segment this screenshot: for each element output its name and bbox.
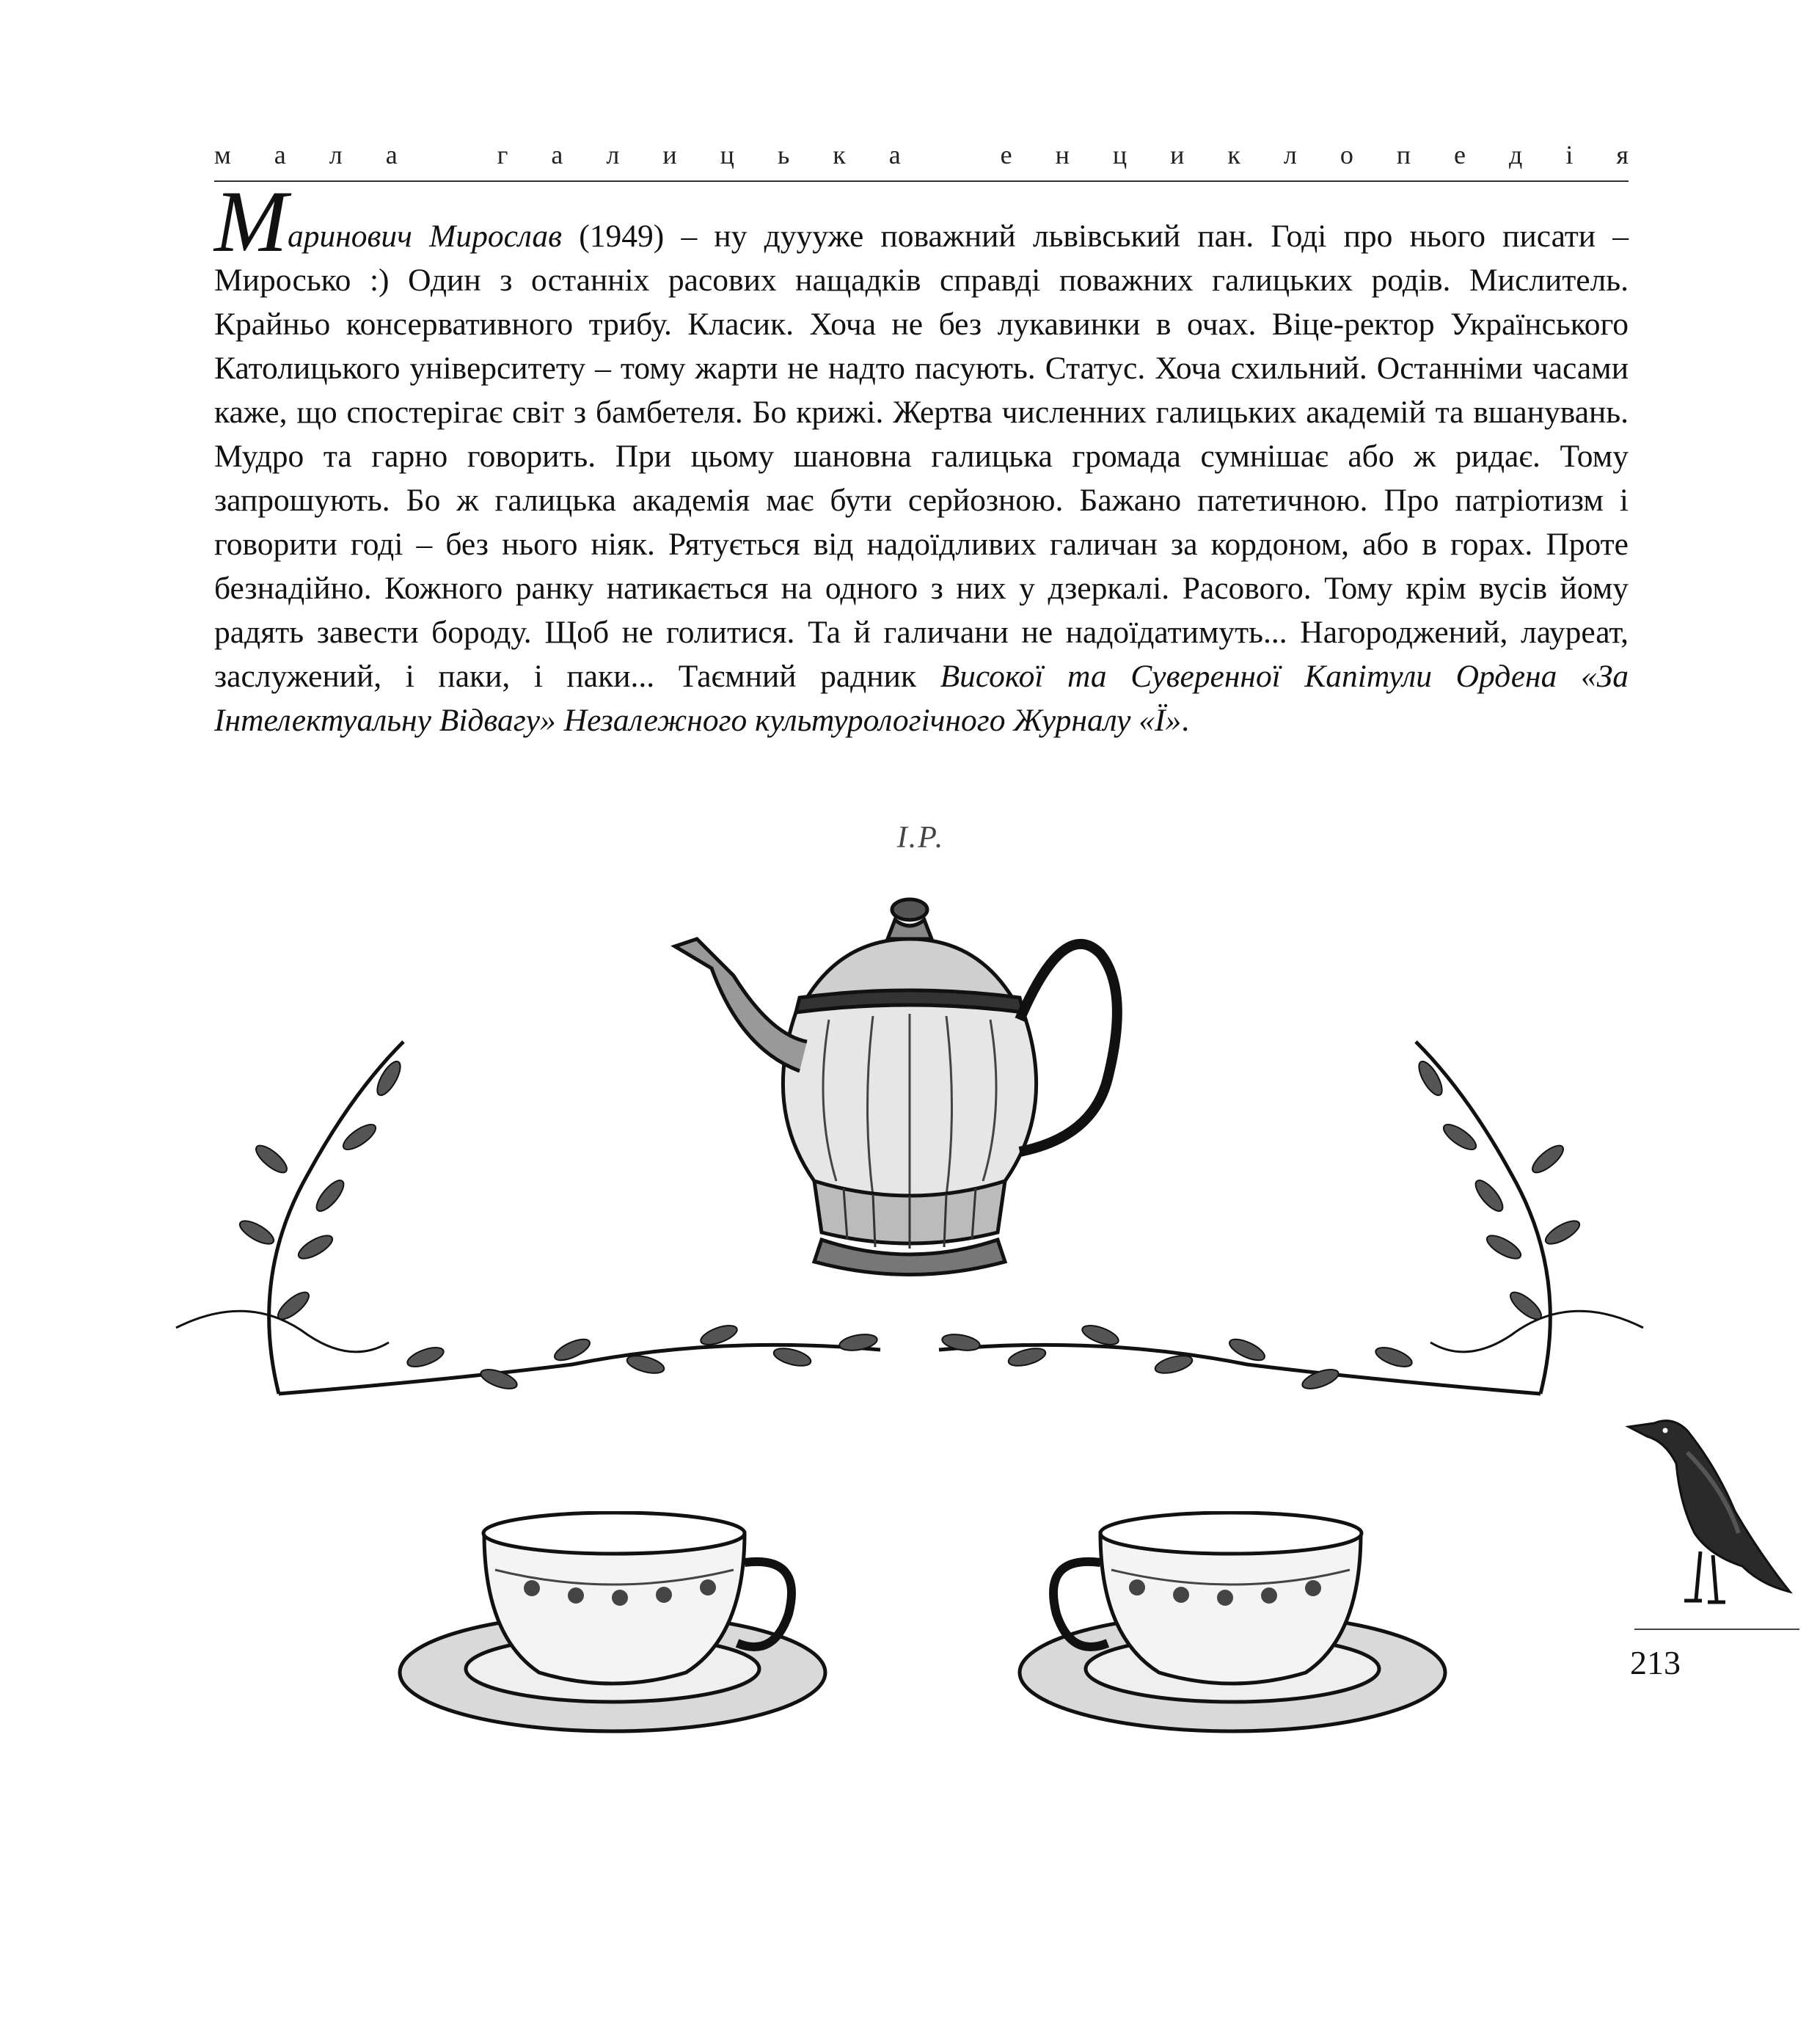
running-header-letter: а — [385, 140, 398, 169]
page-number-rule — [1634, 1629, 1799, 1630]
running-header-letter: я — [1616, 140, 1629, 169]
entry-body: (1949) – ну дуууже поважний львівський пан. Годі про нього писати – Миросько :) Один з останніх расових нащадків справді поважних галицьких родів. Мислитель. Крайньо консервативного трибу. Класик. Хоча не без лукавинки в очах. Віце-ректор Українського Католицького університету – тому жарти не надто пасують. Статус. Хоча схильний. Останніми часами каже, що спостерігає світ з бамбетеля. Бо крижі. Жертва численних галицьких академій та вшанувань. Мудро та гарно говорить. При цьому шановна галицька громада сумнішає або ж ридає. Тому запрошують. Бо ж галицька академія має бути серйозною. Бажано патетичною. Про патріотизм і говорити годі – без нього ніяк. Рятується від надоїдливих галичан за кордоном, або в горах. Проте безнадійно. Кожного ранку натикається на одного з них у дзеркалі. Расового. Тому крім вусів йому радять завести бороду. Щоб не голитися. Та й галичани не надоїдатимуть... Нагороджений, лауреат, заслужений, і паки, і паки... Таємний радник — [214, 219, 1629, 694]
running-header-letter: і — [1565, 140, 1574, 169]
running-header-letter: ц — [1112, 140, 1128, 169]
running-header-letter: ц — [720, 140, 734, 169]
running-header-letter: и — [1170, 140, 1185, 169]
right-laurel-illustration — [910, 1012, 1658, 1452]
right-teacup-illustration — [983, 1511, 1452, 1746]
running-header-letter — [944, 139, 957, 170]
running-header-letter: а — [274, 140, 286, 169]
running-header-letter: д — [1509, 140, 1523, 169]
running-header-letter: ь — [777, 140, 790, 169]
running-header-letter: л — [606, 140, 620, 169]
running-header-letter: м — [214, 140, 231, 169]
running-header-letter: а — [888, 140, 901, 169]
running-header-letter — [441, 139, 454, 170]
running-header — [214, 139, 1629, 170]
left-teacup-illustration — [392, 1511, 862, 1746]
left-laurel-illustration — [161, 1012, 910, 1452]
crow-illustration — [1614, 1408, 1797, 1629]
page-number: 213 — [1630, 1644, 1681, 1681]
entry-name: аринович Мирослав — [287, 219, 563, 254]
running-header-letter: и — [662, 140, 677, 169]
running-header-letter: о — [1340, 140, 1353, 169]
running-header-letter: г — [497, 140, 508, 169]
encyclopedia-entry — [214, 172, 1629, 742]
entry-end: . — [1181, 703, 1190, 738]
running-header-letter: а — [551, 140, 563, 169]
running-header-letter: л — [329, 140, 343, 169]
running-header-letter: к — [833, 140, 846, 169]
running-header-letter: н — [1055, 140, 1070, 169]
running-header-letter: п — [1396, 140, 1411, 169]
drop-cap: М — [214, 172, 288, 270]
author-signature: І.Р. — [896, 821, 945, 855]
running-header-letter: к — [1227, 140, 1240, 169]
running-header-letter: л — [1283, 140, 1297, 169]
running-header-letter: е — [1454, 140, 1466, 169]
header-rule — [214, 180, 1629, 182]
running-header-letter: е — [1000, 140, 1012, 169]
entry-italic-tail: Високої та Суверенної Капітули Ордена «За Інтелектуальну Відвагу» Незалежного культурологічного Журналу «Ї» — [214, 659, 1629, 738]
